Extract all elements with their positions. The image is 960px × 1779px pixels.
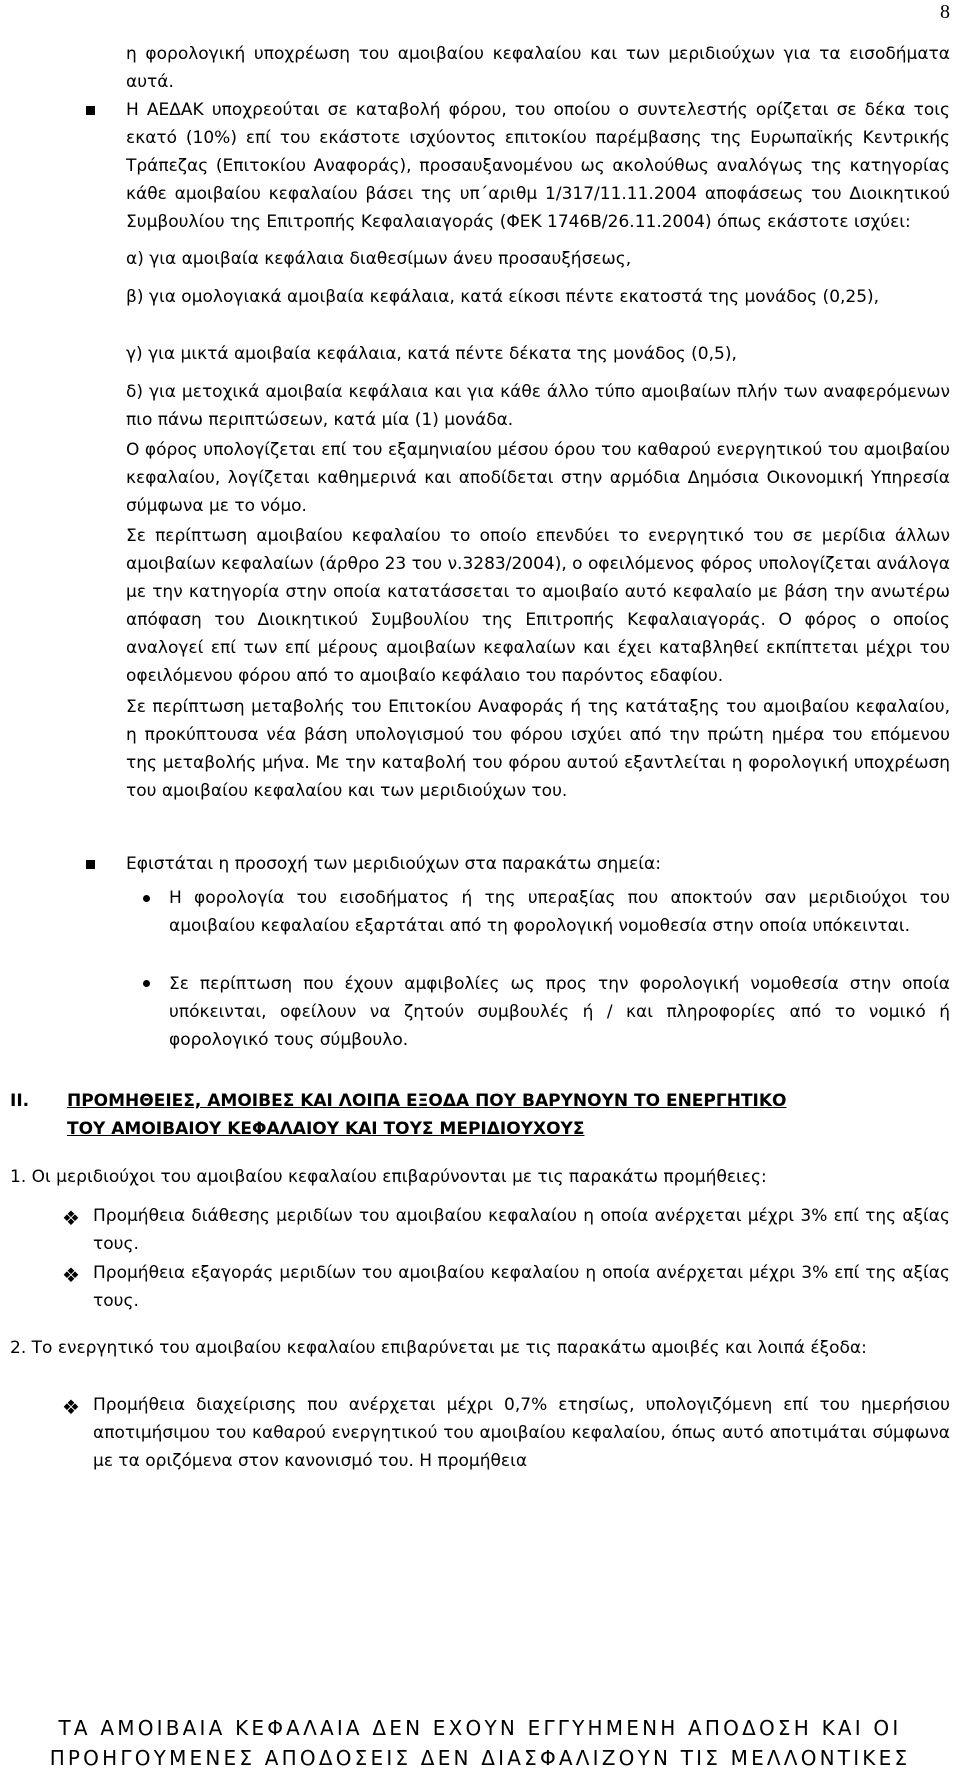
footer-disclaimer-line-1: ΤΑ ΑΜΟΙΒΑΙΑ ΚΕΦΑΛΑΙΑ ΔΕΝ ΕΧΟΥΝ ΕΓΓΥΗΜΕΝΗ ΑΠΟΔΟΣΗ ΚΑΙ ΟΙ [58, 1716, 902, 1740]
tax-calculation-paragraph: Ο φόρος υπολογίζεται επί του εξαμηνιαίου μέσου όρου του καθαρού ενεργητικού του αμοιβαίου κεφαλαίου, λογίζεται καθημερινά και αποδίδεται στην αρμόδια Δημόσια Οικονομική Υπηρεσία σύμφωνα με το νόμο. [126, 440, 950, 516]
dot-bullet-icon [143, 895, 150, 902]
square-bullet-icon [86, 106, 95, 115]
fees-point-1: 1. Οι μεριδιούχοι του αμοιβαίου κεφαλαίου επιβαρύνονται με τις παρακάτω προμήθειες: [10, 1167, 767, 1187]
rate-change-paragraph: Σε περίπτωση μεταβολής του Επιτοκίου Αναφοράς ή της κατάταξης του αμοιβαίου κεφαλαίου, η προκύπτουσα νέα βάση υπολογισμού του φόρου ισχύει από την πρώτη ημέρα του επόμενου της μεταβολής μήνα. Με την καταβολή του φόρου αυτού εξαντλείται η φορολογική υποχρέωση του αμοιβαίου κεφαλαίου και των μεριδιούχων του. [126, 697, 950, 801]
intro-paragraph: η φορολογική υποχρέωση του αμοιβαίου κεφαλαίου και των μεριδιούχων για τα εισοδήματα αυτά. [126, 44, 950, 92]
management-fee-item: Προμήθεια διαχείρισης που ανέρχεται μέχρι 0,7% ετησίως, υπολογιζόμενη επί του ημερήσιου αποτιμήσιμου του καθαρού ενεργητικού του αμοιβαίου κεφαλαίου, όπως αυτό αποτιμάται σύμφωνα με τα οριζόμενα στον κανονισμό του. Η προμήθεια [93, 1395, 950, 1471]
section-title [67, 1087, 952, 1143]
redemption-fee-item: Προμήθεια εξαγοράς μεριδίων του αμοιβαίου κεφαλαίου η οποία ανέρχεται μέχρι 3% επί της αξίας τους. [93, 1263, 950, 1311]
tax-obligation-paragraph: Η ΑΕΔΑΚ υποχρεούται σε καταβολή φόρου, του οποίου ο συντελεστής ορίζεται σε δέκα τοις εκατό (10%) επί του εκάστοτε ισχύοντος επιτοκίου παρέμβασης της Ευρωπαϊκής Κεντρικής Τράπεζας (Επιτοκίου Αναφοράς), προσαυξανομένου ως ακολούθως αναλόγως της κατηγορίας κάθε αμοιβαίου κεφαλαίου βάσει της υπ΄αριθμ 1/317/11.11.2004 αποφάσεως του Διοικητικού Συμβουλίου της Επιτροπής Κεφαλαιαγοράς (ΦΕΚ 1746Β/26.11.2004) όπως εκάστοτε ισχύει: [126, 100, 950, 232]
attention-paragraph: Εφιστάται η προσοχή των μεριδιούχων στα παρακάτω σημεία: [126, 854, 661, 874]
category-item-d: δ) για μετοχικά αμοιβαία κεφάλαια και για κάθε άλλο τύπο αμοιβαίων πλήν των αναφερόμενων πιο πάνω περιπτώσεων, κατά μία (1) μονάδα. [126, 382, 950, 430]
diamond-bullet-icon: ❖ [62, 1206, 80, 1230]
section-numeral: II. [10, 1091, 30, 1111]
fund-of-funds-paragraph: Σε περίπτωση αμοιβαίου κεφαλαίου το οποίο επενδύει το ενεργητικό του σε μερίδια άλλων αμοιβαίων κεφαλαίων (άρθρο 23 του ν.3283/2004), ο οφειλόμενος φόρος υπολογίζεται ανάλογα με την κατηγορία στην οποία κατατάσσεται το αμοιβαίο αυτό κεφαλαίο με βάση την ανωτέρω απόφαση του Διοικητικού Συμβουλίου της Επιτροπής Κεφαλαιαγοράς. Ο φόρος ο οποίος αναλογεί επί των επί μέρους αμοιβαίων κεφαλαίων και έχει καταβληθεί εκπίπτεται μέχρι του οφειλόμενου φόρου από το αμοιβαίο κεφάλαιο του παρόντος εδαφίου. [126, 526, 950, 686]
dot-bullet-icon [143, 980, 150, 987]
attention-item-taxation: Η φορολογία του εισοδήματος ή της υπεραξίας που αποκτούν σαν μεριδιούχοι του αμοιβαίου κεφαλαίου εξαρτάται από τη φορολογική νομοθεσία στην οποία υπόκεινται. [169, 888, 950, 936]
subscription-fee-item: Προμήθεια διάθεσης μεριδίων του αμοιβαίου κεφαλαίου η οποία ανέρχεται μέχρι 3% επί της αξίας τους. [93, 1206, 950, 1254]
category-item-c: γ) για μικτά αμοιβαία κεφάλαια, κατά πέντε δέκατα της μονάδος (0,5), [126, 344, 737, 364]
footer-disclaimer-line-2: ΠΡΟΗΓΟΥΜΕΝΕΣ ΑΠΟΔΟΣΕΙΣ ΔΕΝ ΔΙΑΣΦΑΛΙΖΟΥΝ ΤΙΣ ΜΕΛΛΟΝΤΙΚΕΣ [49, 1746, 911, 1770]
fees-point-2: 2. Το ενεργητικό του αμοιβαίου κεφαλαίου επιβαρύνεται με τις παρακάτω αμοιβές και λοιπά έξοδα: [10, 1338, 867, 1358]
diamond-bullet-icon: ❖ [62, 1395, 80, 1419]
category-item-b: β) για ομολογιακά αμοιβαία κεφάλαια, κατά είκοσι πέντε εκατοστά της μονάδος (0,25), [126, 287, 880, 307]
section-title-line-2: ΤΟΥ ΑΜΟΙΒΑΙΟΥ ΚΕΦΑΛΑΙΟΥ ΚΑΙ ΤΟΥΣ ΜΕΡΙΔΙΟΥΧΟΥΣ [67, 1119, 585, 1139]
diamond-bullet-icon: ❖ [62, 1263, 80, 1287]
square-bullet-icon [86, 860, 95, 869]
attention-item-advice: Σε περίπτωση που έχουν αμφιβολίες ως προς την φορολογική νομοθεσία στην οποία υπόκεινται, οφείλουν να ζητούν συμβουλές ή / και πληροφορίες από το νομικό ή φορολογικό τους σύμβουλο. [169, 974, 950, 1050]
page-number: 8 [940, 1, 950, 23]
section-title-line-1: ΠΡΟΜΗΘΕΙΕΣ, ΑΜΟΙΒΕΣ ΚΑΙ ΛΟΙΠΑ ΕΞΟΔΑ ΠΟΥ ΒΑΡΥΝΟΥΝ ΤΟ ΕΝΕΡΓΗΤΙΚΟ [67, 1091, 787, 1111]
category-item-a: α) για αμοιβαία κεφάλαια διαθεσίμων άνευ προσαυξήσεως, [126, 249, 632, 269]
